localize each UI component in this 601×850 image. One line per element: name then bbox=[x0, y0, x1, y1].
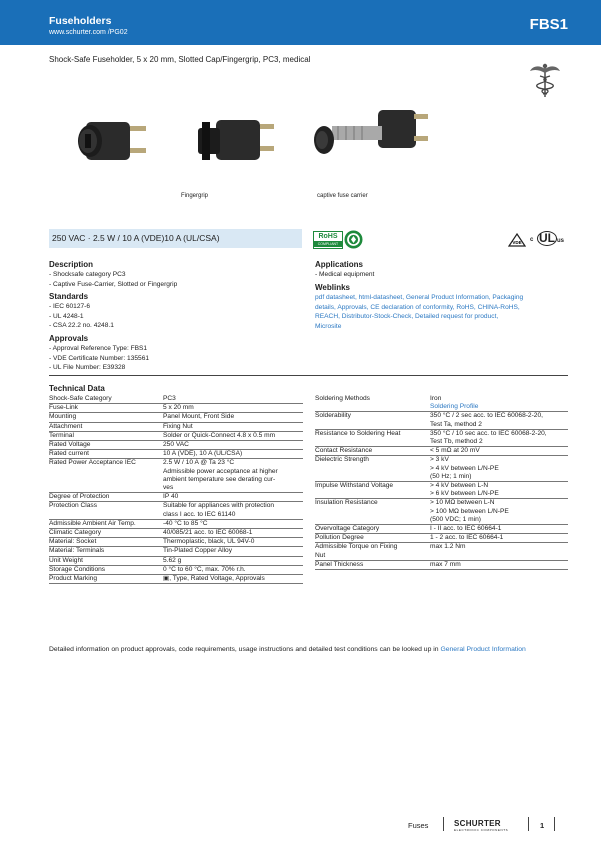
technical-value: > 10 MΩ between L-N > 100 MΩ between L/N-PE (500 VDC; 1 min) bbox=[430, 499, 568, 525]
technical-key: Degree of Protection bbox=[49, 493, 163, 502]
technical-key: Overvoltage Category bbox=[315, 525, 430, 534]
technical-row bbox=[49, 413, 303, 422]
technical-row bbox=[315, 543, 568, 560]
technical-value: -40 °C to 85 °C bbox=[163, 519, 303, 528]
approvals-heading: Approvals bbox=[49, 334, 89, 343]
technical-row bbox=[49, 441, 303, 450]
technical-key: Shock-Safe Category bbox=[49, 395, 163, 404]
technical-key: Soldering Methods bbox=[315, 395, 430, 412]
technical-value: Solder or Quick-Connect 4.8 x 0.5 mm bbox=[163, 431, 303, 440]
technical-value: 350 °C / 10 sec acc. to IEC 60068-2-20, Test Tb, method 2 bbox=[430, 429, 568, 446]
schurter-brand: SCHURTER bbox=[454, 819, 501, 828]
technical-value: Thermoplastic, black, UL 94V-0 bbox=[163, 538, 303, 547]
svg-text:VDE: VDE bbox=[512, 240, 522, 245]
technical-key: Material: Terminals bbox=[49, 547, 163, 556]
soldering-method-value: Iron bbox=[430, 395, 442, 402]
technical-value: 1 - 2 acc. to IEC 60664-1 bbox=[430, 534, 568, 543]
header-title: Fuseholders bbox=[49, 15, 112, 27]
ul-text: UL bbox=[539, 231, 555, 245]
description-heading: Description bbox=[49, 260, 94, 269]
technical-value: ▣, Type, Rated Voltage, Approvals bbox=[163, 575, 303, 584]
technical-key: Solderability bbox=[315, 412, 430, 429]
technical-row bbox=[315, 395, 568, 412]
technical-row bbox=[49, 556, 303, 565]
footer-divider bbox=[443, 817, 444, 831]
technical-row bbox=[49, 538, 303, 547]
description-line: - Shocksafe category PC3 bbox=[49, 271, 126, 278]
technical-value: 0 °C to 60 °C, max. 70% r.h. bbox=[163, 565, 303, 574]
technical-row bbox=[315, 499, 568, 525]
technical-key: Rated Voltage bbox=[49, 441, 163, 450]
technical-value: 5.62 g bbox=[163, 556, 303, 565]
technical-value: Fixing Nut bbox=[163, 422, 303, 431]
technical-row bbox=[49, 565, 303, 574]
weblinks-line[interactable]: pdf datasheet, html-datasheet, General Product Information, Packaging bbox=[315, 294, 524, 301]
fuseholder-fingergrip-image bbox=[190, 106, 278, 172]
technical-value: Tin-Plated Copper Alloy bbox=[163, 547, 303, 556]
technical-key: Rated Power Acceptance IEC bbox=[49, 459, 163, 493]
caption-fingergrip: Fingergrip bbox=[181, 193, 209, 199]
technical-value: Suitable for appliances with protection class I acc. to IEC 61140 bbox=[163, 502, 303, 519]
description-list bbox=[49, 270, 177, 289]
technical-value: IP 40 bbox=[163, 493, 303, 502]
technical-key: Insulation Resistance bbox=[315, 499, 430, 525]
technical-row bbox=[315, 525, 568, 534]
cul-c-text: c bbox=[530, 237, 534, 243]
technical-value: 5 x 20 mm bbox=[163, 404, 303, 413]
technical-key: Material: Socket bbox=[49, 538, 163, 547]
technical-key: Impulse Withstand Voltage bbox=[315, 482, 430, 499]
general-info-link[interactable]: General Product Information bbox=[440, 646, 526, 653]
technical-row bbox=[315, 429, 568, 446]
technical-row bbox=[49, 575, 303, 584]
technical-row bbox=[49, 459, 303, 493]
rohs-logo-text: RoHS bbox=[318, 233, 338, 240]
technical-key: Contact Resistance bbox=[315, 447, 430, 456]
schurter-brand-sub: ELECTRONIC COMPONENTS bbox=[454, 828, 509, 832]
technical-key: Admissible Ambient Air Temp. bbox=[49, 519, 163, 528]
technical-row bbox=[49, 450, 303, 459]
technical-row bbox=[315, 412, 568, 429]
technical-key: Climatic Category bbox=[49, 529, 163, 538]
applications-line: - Medical equipment bbox=[315, 271, 375, 278]
weblinks-line[interactable]: Microsite bbox=[315, 322, 342, 330]
technical-key: Admissible Torque on Fixing Nut bbox=[315, 543, 430, 560]
applications-heading: Applications bbox=[315, 260, 364, 269]
technical-row bbox=[315, 482, 568, 499]
weblinks-list bbox=[315, 293, 575, 331]
footer-divider bbox=[554, 817, 555, 831]
technical-key: Attachment bbox=[49, 422, 163, 431]
page-header bbox=[0, 0, 601, 45]
footer-section: Fuses bbox=[408, 821, 429, 830]
standards-line: - UL 4248-1 bbox=[49, 312, 84, 320]
technical-value bbox=[430, 395, 568, 412]
medical-caduceus-icon bbox=[528, 62, 562, 98]
technical-table-left bbox=[49, 395, 303, 584]
technical-row bbox=[49, 493, 303, 502]
weblinks-line[interactable]: details, Approvals, CE declaration of conformity, RoHS, CHINA-RoHS, bbox=[315, 303, 520, 311]
technical-value: PC3 bbox=[163, 395, 303, 404]
technical-row bbox=[49, 547, 303, 556]
info-note-text: Detailed information on product approvals, code requirements, usage instructions and detailed test conditions can be looked up in bbox=[49, 646, 441, 653]
rohs-logo-subtext: COMPLIANT bbox=[314, 241, 342, 247]
technical-key: Rated current bbox=[49, 450, 163, 459]
technical-value: max 7 mm bbox=[430, 560, 568, 569]
technical-key: Terminal bbox=[49, 431, 163, 440]
technical-value: 10 A (VDE), 10 A (UL/CSA) bbox=[163, 450, 303, 459]
technical-value: 350 °C / 2 sec acc. to IEC 60068-2-20, Test Ta, method 2 bbox=[430, 412, 568, 429]
info-note bbox=[49, 645, 574, 655]
approvals-line: - VDE Certificate Number: 135561 bbox=[49, 354, 150, 362]
standards-line: - IEC 60127-6 bbox=[49, 303, 91, 310]
eco-recycle-icon bbox=[344, 230, 363, 249]
technical-value: > 3 kV > 4 kV between L/N-PE (50 Hz; 1 min) bbox=[430, 456, 568, 482]
technical-key: Product Marking bbox=[49, 575, 163, 584]
technical-key: Resistance to Soldering Heat bbox=[315, 429, 430, 446]
technical-row bbox=[49, 422, 303, 431]
technical-row bbox=[315, 560, 568, 569]
technical-key: Mounting bbox=[49, 413, 163, 422]
technical-key: Unit Weight bbox=[49, 556, 163, 565]
fuseholder-carrier-image bbox=[302, 100, 432, 170]
header-url[interactable]: www.schurter.com /PG02 bbox=[49, 29, 128, 36]
cul-us-logo bbox=[530, 231, 570, 247]
footer-divider bbox=[528, 817, 529, 831]
description-line: - Captive Fuse-Carrier, Slotted or Fingergrip bbox=[49, 280, 178, 288]
technical-value: max 1.2 Nm bbox=[430, 543, 568, 560]
technical-row bbox=[49, 395, 303, 404]
technical-row bbox=[49, 502, 303, 519]
fuseholder-slotted-image bbox=[72, 110, 152, 172]
technical-key: Storage Conditions bbox=[49, 565, 163, 574]
technical-row bbox=[49, 519, 303, 528]
technical-value: Panel Mount, Front Side bbox=[163, 413, 303, 422]
technical-value: 40/085/21 acc. to IEC 60068-1 bbox=[163, 529, 303, 538]
product-code: FBS1 bbox=[529, 16, 568, 33]
technical-key: Dielectric Strength bbox=[315, 456, 430, 482]
technical-value: < 5 mΩ at 20 mV bbox=[430, 447, 568, 456]
technical-key: Panel Thickness bbox=[315, 560, 430, 569]
technical-value: I - II acc. to IEC 60664-1 bbox=[430, 525, 568, 534]
caption-carrier: captive fuse carrier bbox=[317, 193, 368, 199]
weblinks-line[interactable]: REACH, Distributor-Stock-Check, Detailed request for product, bbox=[315, 313, 499, 320]
standards-list bbox=[49, 302, 114, 331]
rohs-logo bbox=[313, 231, 343, 249]
vde-mark-icon bbox=[508, 233, 526, 247]
technical-row bbox=[49, 431, 303, 440]
standards-line: - CSA 22.2 no. 4248.1 bbox=[49, 322, 114, 329]
product-subtitle: Shock-Safe Fuseholder, 5 x 20 mm, Slotted Cap/Fingergrip, PC3, medical bbox=[49, 55, 311, 64]
page-number: 1 bbox=[540, 821, 545, 830]
technical-value: > 4 kV between L-N > 6 kV between L/N-PE bbox=[430, 482, 568, 499]
technical-value: 2.5 W / 10 A @ Ta 23 °C Admissible power acceptance at higher ambient temperature see derating cur- ves bbox=[163, 459, 303, 493]
schurter-logo bbox=[454, 819, 514, 832]
technical-value: 250 VAC bbox=[163, 441, 303, 450]
technical-row bbox=[315, 447, 568, 456]
approvals-line: - UL File Number: E39328 bbox=[49, 364, 126, 371]
weblinks-heading: Weblinks bbox=[315, 283, 350, 292]
approvals-list bbox=[49, 344, 149, 373]
technical-key: Pollution Degree bbox=[315, 534, 430, 543]
technical-row bbox=[49, 404, 303, 413]
rating-bar: 250 VAC · 2.5 W / 10 A (VDE)10 A (UL/CSA) bbox=[49, 229, 302, 248]
technical-row bbox=[315, 534, 568, 543]
approvals-line: - Approval Reference Type: FBS1 bbox=[49, 345, 148, 352]
technical-row bbox=[315, 456, 568, 482]
section-rule bbox=[49, 375, 568, 376]
cul-us-text: us bbox=[557, 238, 565, 244]
soldering-profile-link[interactable]: Soldering Profile bbox=[430, 403, 479, 411]
standards-heading: Standards bbox=[49, 292, 89, 301]
technical-row bbox=[49, 529, 303, 538]
technical-heading: Technical Data bbox=[49, 384, 105, 393]
technical-key: Fuse-Link bbox=[49, 404, 163, 413]
technical-key: Protection Class bbox=[49, 502, 163, 519]
technical-table-right bbox=[315, 395, 568, 570]
